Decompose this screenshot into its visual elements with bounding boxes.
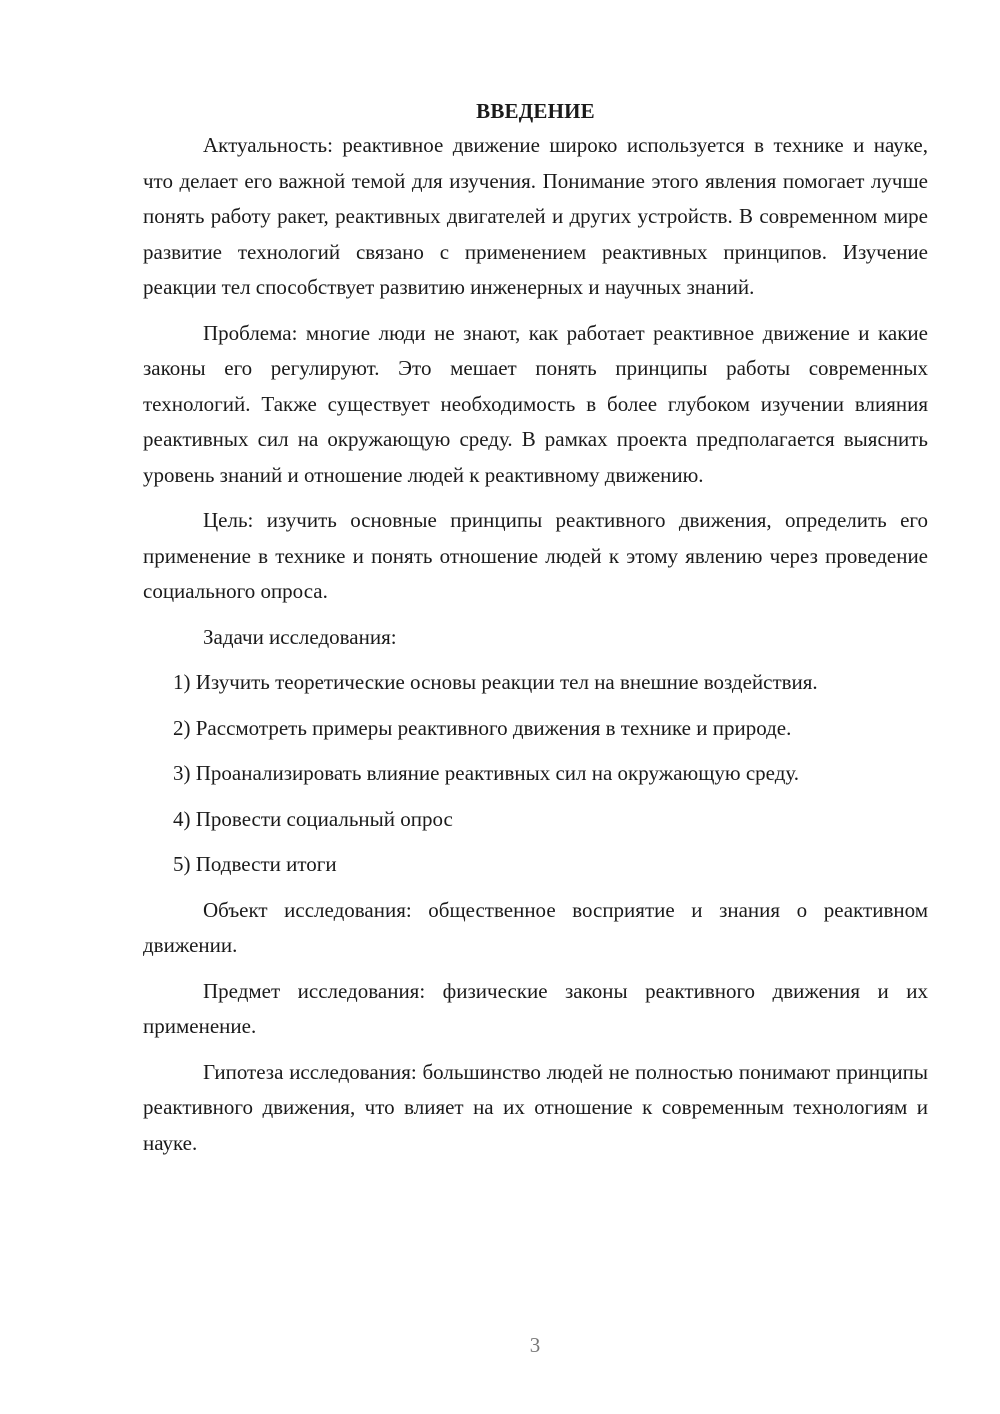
- relevance-paragraph: Актуальность: реактивное движение широко используется в технике и науке, что делает его важной темой для изучения. Понимание этого явления помогает лучше понять работу ракет, реактивных двигателей и других устройств. В современном мире развитие технологий связано с применением реактивных принципов. Изучение реакции тел способствует развитию инженерных и научных знаний.: [143, 133, 928, 299]
- hypothesis-paragraph: Гипотеза исследования: большинство людей не полностью понимают принципы реактивного движения, что влияет на их отношение к современным технологиям и науке.: [143, 1059, 928, 1155]
- task-item-1: 1) Изучить теоретические основы реакции тел на внешние воздействия.: [173, 670, 818, 694]
- document-page: [143, 95, 928, 1171]
- page-number: 3: [529, 1333, 541, 1357]
- task-item-5: 5) Подвести итоги: [173, 852, 337, 876]
- tasks-heading: Задачи исследования:: [203, 624, 397, 649]
- problem-paragraph: Проблема: многие люди не знают, как работает реактивное движение и какие законы его регулируют. Это мешает понять принципы работы современных технологий. Также существует необходимость в более глубоком изучении влияния реактивных сил на окружающую среду. В рамках проекта предполагается выяснить уровень знаний и отношение людей к реактивному движению.: [143, 320, 928, 487]
- subject-paragraph: Предмет исследования: физические законы реактивного движения и их применение.: [143, 978, 928, 1038]
- goal-paragraph: Цель: изучить основные принципы реактивного движения, определить его применение в технике и понять отношение людей к этому явлению через проведение социального опроса.: [143, 508, 928, 603]
- section-title: ВВЕДЕНИЕ: [476, 99, 595, 123]
- task-item-4: 4) Провести социальный опрос: [173, 806, 453, 831]
- object-paragraph: Объект исследования: общественное восприятие и знания о реактивном движении.: [143, 897, 928, 957]
- task-item-3: 3) Проанализировать влияние реактивных сил на окружающую среду.: [173, 761, 800, 785]
- task-item-2: 2) Рассмотреть примеры реактивного движения в технике и природе.: [173, 715, 792, 740]
